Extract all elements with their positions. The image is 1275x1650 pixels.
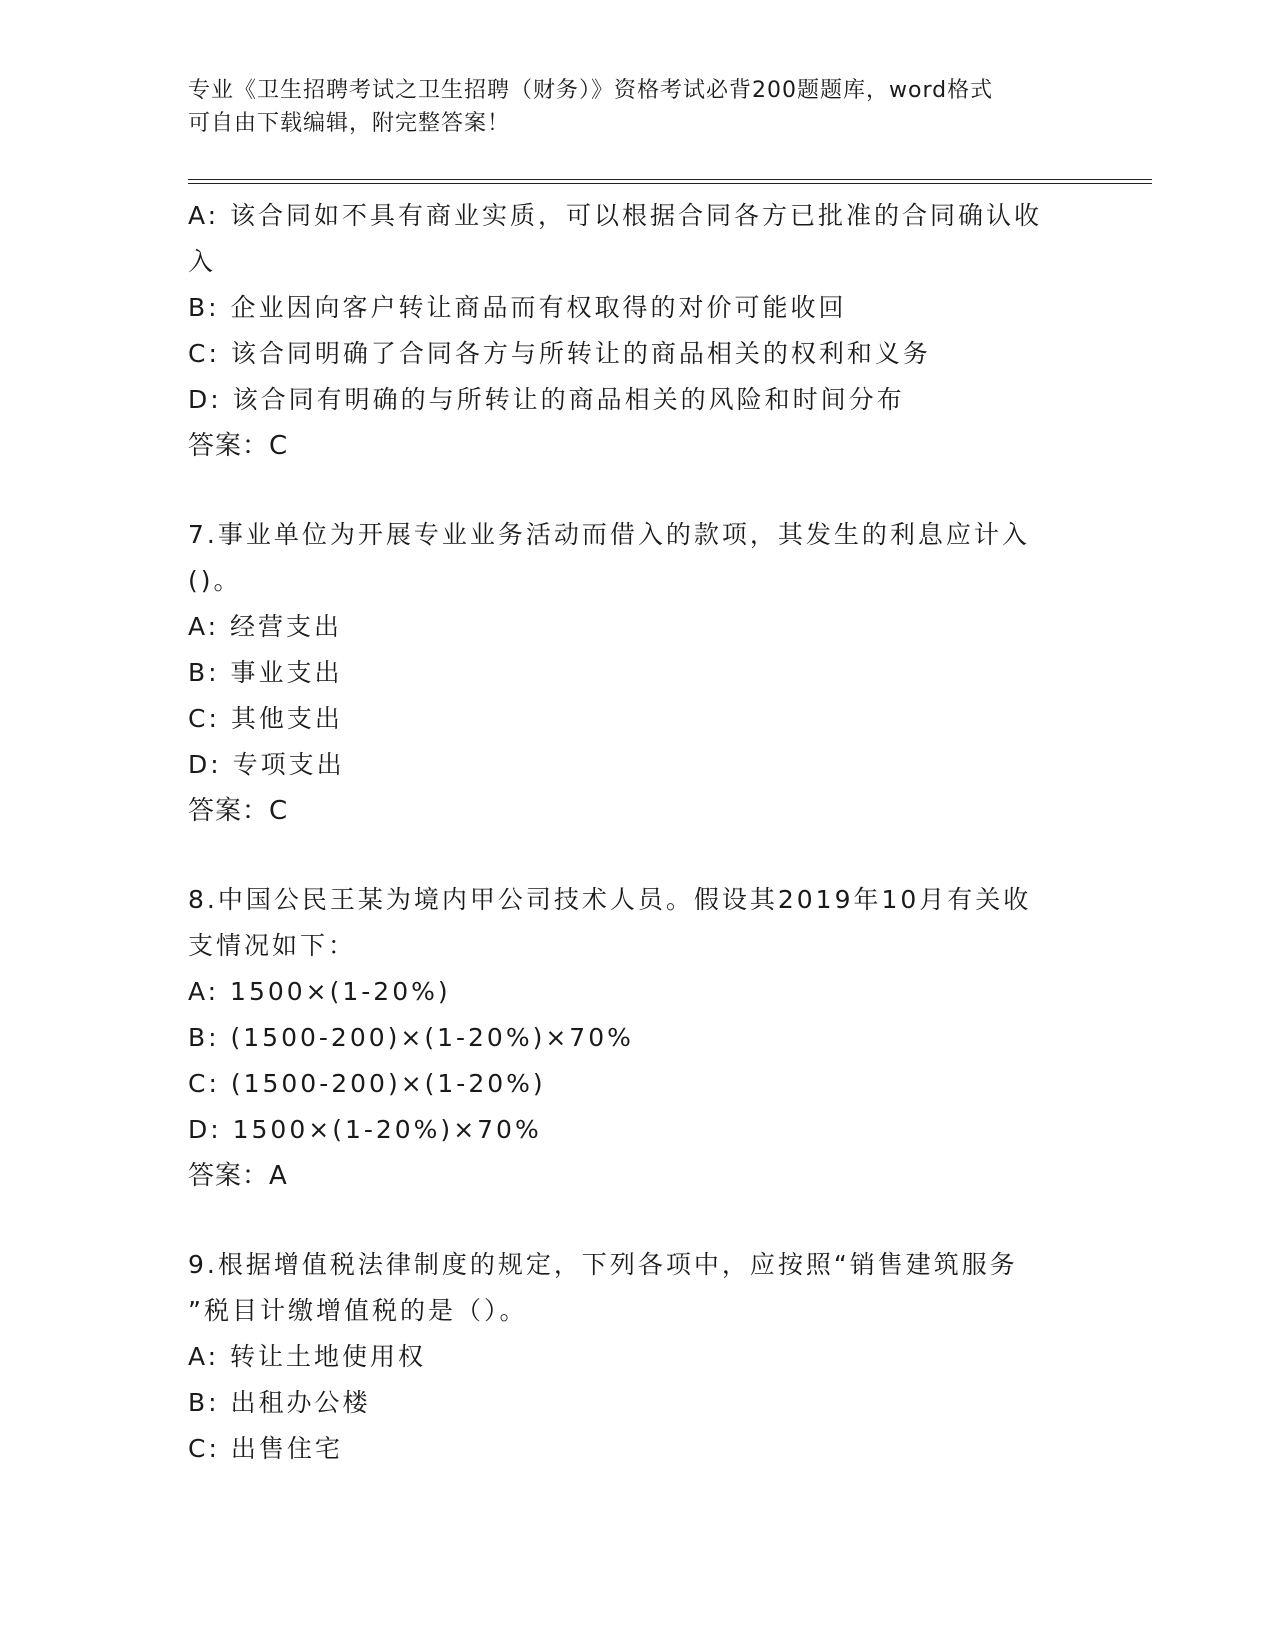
header-line-1: 专业《卫生招聘考试之卫生招聘（财务）》资格考试必背200题题库，word格式 bbox=[188, 78, 994, 103]
q6-option-a-line-1: A: 该合同如不具有商业实质，可以根据合同各方已批准的合同确认收 bbox=[188, 201, 1043, 230]
question-6-block bbox=[188, 193, 1088, 469]
q8-stem-line-2: 支情况如下： bbox=[188, 931, 357, 960]
q6-option-b: B: 企业因向客户转让商品而有权取得的对价可能收回 bbox=[188, 293, 847, 322]
q7-option-d: D: 专项支出 bbox=[188, 750, 345, 779]
q7-stem-line-1: 7.事业单位为开展专业业务活动而借入的款项，其发生的利息应计入 bbox=[188, 520, 1030, 549]
q9-stem-line-2: ”税目计缴增值税的是（）。 bbox=[188, 1296, 528, 1325]
header-line-2: 可自由下载编辑，附完整答案！ bbox=[188, 111, 511, 136]
q6-option-d: D: 该合同有明确的与所转让的商品相关的风险和时间分布 bbox=[188, 385, 905, 414]
q9-option-c: C: 出售住宅 bbox=[188, 1434, 343, 1463]
q8-option-d: D: 1500×(1-20%)×70% bbox=[188, 1115, 542, 1144]
q8-option-a: A: 1500×(1-20%) bbox=[188, 977, 451, 1006]
q7-option-c: C: 其他支出 bbox=[188, 704, 343, 733]
spacer bbox=[188, 834, 1088, 877]
q9-option-a: A: 转让土地使用权 bbox=[188, 1342, 427, 1371]
q6-option-c: C: 该合同明确了合同各方与所转让的商品相关的权利和义务 bbox=[188, 339, 931, 368]
q6-answer: 答案：C bbox=[188, 431, 289, 461]
q9-stem-line-1: 9.根据增值税法律制度的规定，下列各项中，应按照“销售建筑服务 bbox=[188, 1250, 1018, 1279]
question-content bbox=[188, 193, 1088, 1472]
q8-option-c: C: (1500-200)×(1-20%) bbox=[188, 1069, 546, 1098]
header-divider-top bbox=[188, 179, 1152, 180]
q6-option-a-line-2: 入 bbox=[188, 247, 217, 276]
q9-option-b: B: 出租办公楼 bbox=[188, 1388, 371, 1417]
page-header bbox=[188, 74, 1088, 140]
header-divider-bottom bbox=[188, 183, 1152, 184]
q7-stem-line-2: ()。 bbox=[188, 566, 242, 595]
q7-answer: 答案：C bbox=[188, 796, 289, 826]
question-9-block bbox=[188, 1242, 1088, 1472]
question-8-block bbox=[188, 877, 1088, 1199]
q8-stem-line-1: 8.中国公民王某为境内甲公司技术人员。假设其2019年10月有关收 bbox=[188, 885, 1032, 914]
spacer bbox=[188, 469, 1088, 512]
spacer bbox=[188, 1199, 1088, 1242]
q8-answer: 答案：A bbox=[188, 1161, 288, 1191]
q7-option-b: B: 事业支出 bbox=[188, 658, 343, 687]
q8-option-b: B: (1500-200)×(1-20%)×70% bbox=[188, 1023, 634, 1052]
q7-option-a: A: 经营支出 bbox=[188, 612, 343, 641]
question-7-block bbox=[188, 512, 1088, 834]
